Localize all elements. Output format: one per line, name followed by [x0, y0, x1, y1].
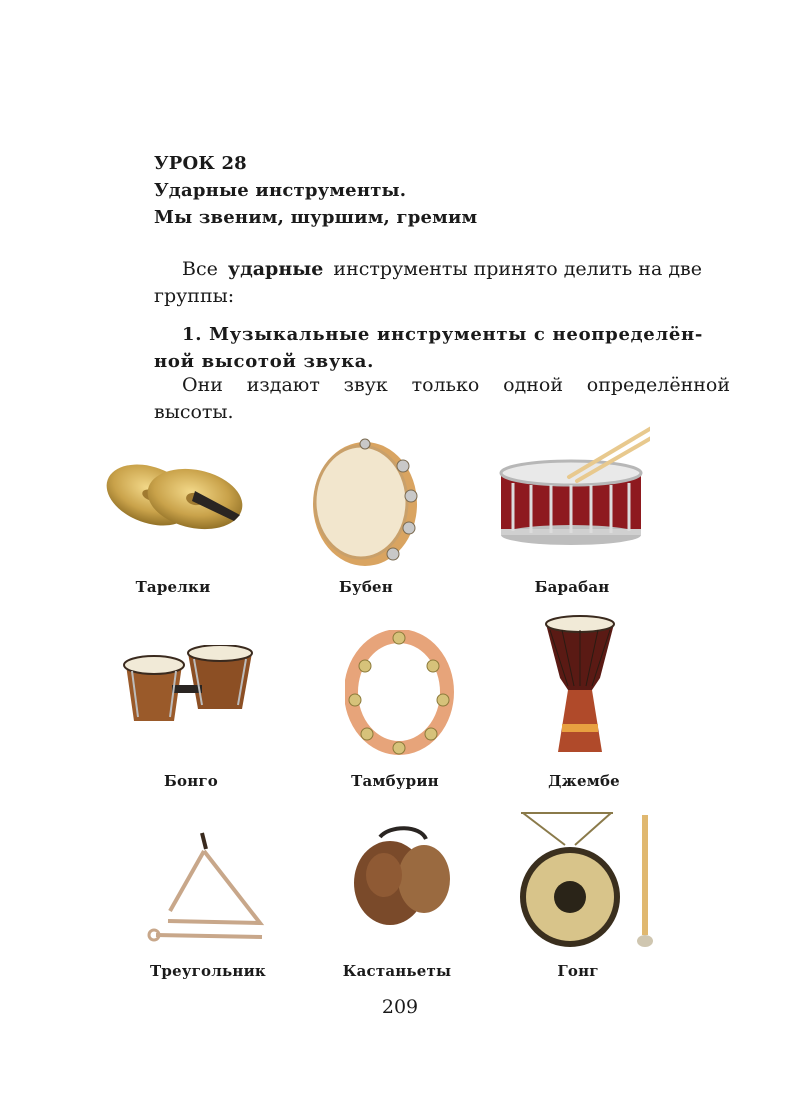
triangle-image	[142, 825, 267, 950]
tambourine-image	[345, 630, 455, 755]
gong-image	[515, 805, 665, 955]
bongo-icon	[118, 645, 258, 735]
tambourine-icon	[345, 630, 455, 755]
caption-triangle: Треугольник	[150, 962, 266, 980]
lesson-number: УРОК 28	[154, 153, 247, 174]
bongo-image	[118, 645, 258, 735]
group-heading	[154, 321, 730, 375]
lesson-title-line1: Ударные инструменты.	[154, 180, 407, 201]
tambourine-drum-icon	[305, 436, 425, 571]
group-line1: 1. Музыкальные инструменты с неопределён-	[182, 324, 704, 345]
intro-paragraph	[154, 256, 702, 310]
description-word: звук	[343, 374, 388, 396]
description-word: определённой	[586, 374, 730, 396]
page-number: 209	[381, 996, 419, 1018]
caption-gong: Гонг	[557, 962, 599, 980]
cymbals-image	[100, 455, 250, 545]
intro-line2: группы:	[154, 285, 235, 307]
snare-drum-image	[495, 425, 650, 550]
caption-djembe: Джембе	[548, 772, 620, 790]
caption-tambourine: Тамбурин	[351, 772, 439, 790]
intro-after: инструменты принято делить на две	[333, 258, 702, 280]
description-word: издают	[246, 374, 320, 396]
gong-icon	[515, 805, 665, 955]
lesson-title-line2: Мы звеним, шуршим, гремим	[154, 207, 478, 228]
caption-snare-drum: Барабан	[534, 578, 610, 596]
caption-castanets: Кастаньеты	[342, 962, 452, 980]
djembe-image	[540, 612, 620, 757]
description-line1	[182, 372, 730, 399]
description-word: одной	[503, 374, 563, 396]
caption-tambourine-drum: Бубен	[339, 578, 393, 596]
description-line2: высоты.	[154, 401, 234, 423]
description-paragraph	[154, 372, 730, 426]
djembe-icon	[540, 612, 620, 757]
castanets-image	[350, 825, 455, 930]
description-word: только	[411, 374, 480, 396]
lesson-heading	[154, 150, 477, 231]
triangle-icon	[142, 825, 267, 950]
intro-bold: ударные	[227, 258, 324, 280]
caption-bongo: Бонго	[164, 772, 218, 790]
tambourine-drum-image	[305, 436, 425, 571]
cymbals-icon	[100, 455, 250, 545]
description-word: Они	[182, 374, 223, 396]
caption-cymbals: Тарелки	[135, 578, 211, 596]
snare-drum-icon	[495, 425, 650, 550]
group-line2: ной высотой звука.	[154, 351, 375, 372]
castanets-icon	[350, 825, 455, 930]
intro-before: Все	[182, 258, 218, 280]
